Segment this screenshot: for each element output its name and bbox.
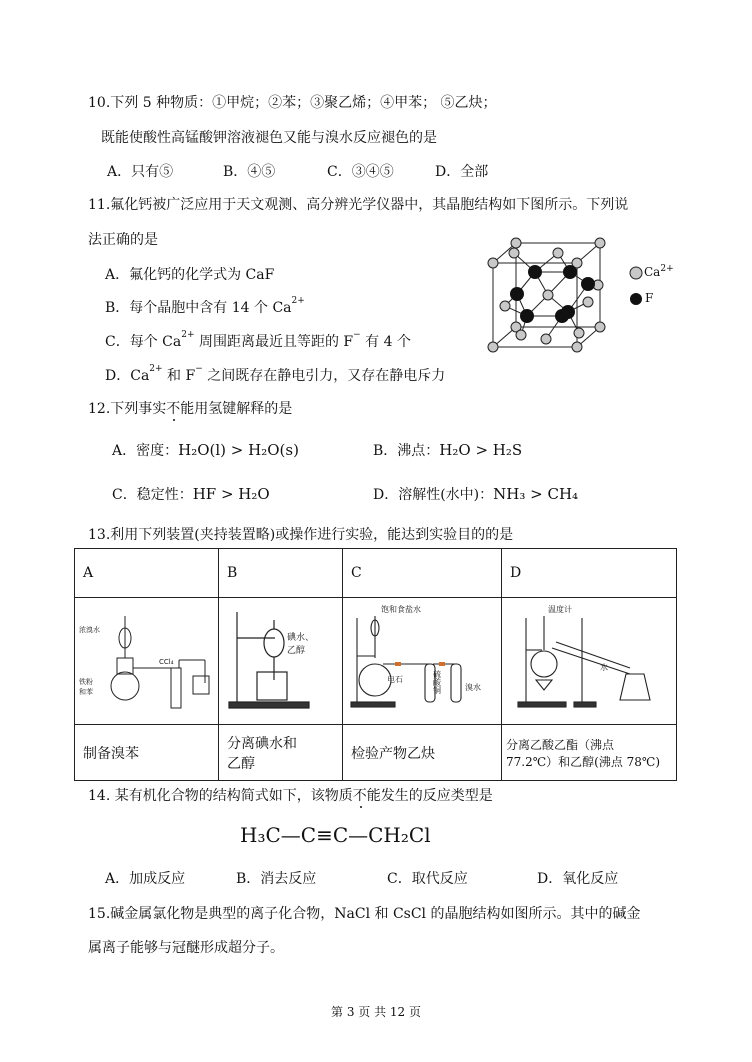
q14-stem: 14. 某有机化合物的结构简式如下，该物质不能发生的反应类型是 <box>88 788 493 804</box>
q14-structural-formula: H₃C—C≡C—CH₂Cl <box>240 823 431 847</box>
svg-text:温度计: 温度计 <box>548 605 572 614</box>
q11-stem-cont: 法正确的是 <box>88 232 158 248</box>
svg-text:溴水: 溴水 <box>465 683 481 692</box>
q14-option-c: C．取代反应 <box>387 871 468 887</box>
q13-header-b: B <box>219 549 343 598</box>
q13-caption-c: 检验产物乙炔 <box>343 725 502 781</box>
q15-stem-cont: 属离子能够与冠醚形成超分子。 <box>88 940 284 956</box>
svg-text:乙醇: 乙醇 <box>287 646 306 656</box>
q13-header-d: D <box>502 549 677 598</box>
svg-text:饱和食盐水: 饱和食盐水 <box>381 605 421 614</box>
q12-option-a: A．密度：H₂O(l) > H₂O(s) <box>112 441 299 459</box>
q12-stem: 12.下列事实不能用氢键解释的是 <box>88 401 293 417</box>
svg-text:水: 水 <box>600 663 608 672</box>
legend-f-label: F <box>645 291 654 305</box>
q11-option-c: C．每个 $Ca^{2+}$ 周围距离最近且等距的 F− 有 4 个 <box>105 330 411 350</box>
q11-option-a: A．氟化钙的化学式为 CaF <box>105 267 275 283</box>
legend-f-marker <box>630 293 642 305</box>
q12-option-c: C．稳定性：HF > H₂O <box>112 485 270 503</box>
q10-stem: 10.下列 5 种物质：①甲烷；②苯；③聚乙烯；④甲苯； ⑤乙炔； <box>88 95 497 111</box>
apparatus-a-image <box>75 598 219 725</box>
q10-option-a: A．只有⑤ <box>107 164 174 180</box>
q15-stem: 15.碱金属氯化物是典型的离子化合物，NaCl 和 CsCl 的晶胞结构如图所示。其中的碱金 <box>88 906 641 922</box>
q13-header-c: C <box>343 549 502 598</box>
legend-ca-label: $Ca^{2+}$ <box>644 264 674 279</box>
legend-ca-marker <box>630 267 642 279</box>
svg-text:电石: 电石 <box>387 675 403 684</box>
svg-text:CCl₄: CCl₄ <box>159 658 174 666</box>
svg-text:和苯: 和苯 <box>79 688 93 696</box>
q10-option-b: B．④⑤ <box>223 164 276 180</box>
q12-option-d: D．溶解性(水中)：NH₃ > CH₄ <box>373 485 579 503</box>
apparatus-c-image <box>343 598 502 725</box>
page-footer: 第 3 页 共 12 页 <box>331 1005 421 1019</box>
q12-option-b: B．沸点：H₂O > H₂S <box>373 441 523 459</box>
q14-option-a: A．加成反应 <box>105 871 186 887</box>
q11-option-b: B．每个晶胞中含有 14 个 $Ca^{2+}$ <box>105 296 305 316</box>
svg-text:硫酸铜: 硫酸铜 <box>432 670 442 694</box>
q10-option-d: D．全部 <box>435 164 489 180</box>
apparatus-b-image <box>219 598 343 725</box>
svg-text:碘水、: 碘水、 <box>287 633 315 643</box>
q13-caption-a: 制备溴苯 <box>75 725 219 781</box>
q13-stem: 13.利用下列装置(夹持装置略)或操作进行实验，能达到实验目的的是 <box>88 527 514 543</box>
q14-option-b: B．消去反应 <box>236 871 317 887</box>
svg-text:铁粉: 铁粉 <box>79 678 93 686</box>
q13-header-a: A <box>75 549 219 598</box>
q13-apparatus-table <box>74 548 677 781</box>
apparatus-d-image <box>502 598 677 725</box>
q13-caption-d: 分离乙酸乙酯（沸点 77.2℃）和乙醇(沸点 78℃) <box>502 725 677 781</box>
q11-stem: 11.氟化钙被广泛应用于天文观测、高分辨光学仪器中，其晶胞结构如下图所示。下列说 <box>88 197 629 213</box>
q11-option-d: D．$Ca^{2+}$ 和 F− 之间既存在静电引力，又存在静电斥力 <box>105 364 446 384</box>
svg-text:浓溴水: 浓溴水 <box>79 626 100 634</box>
q10-option-c: C．③④⑤ <box>327 164 394 180</box>
q10-stem-cont: 既能使酸性高锰酸钾溶液褪色又能与溴水反应褪色的是 <box>101 130 437 146</box>
q14-option-d: D．氧化反应 <box>537 871 619 887</box>
q13-caption-b: 分离碘水和 乙醇 <box>219 725 343 781</box>
